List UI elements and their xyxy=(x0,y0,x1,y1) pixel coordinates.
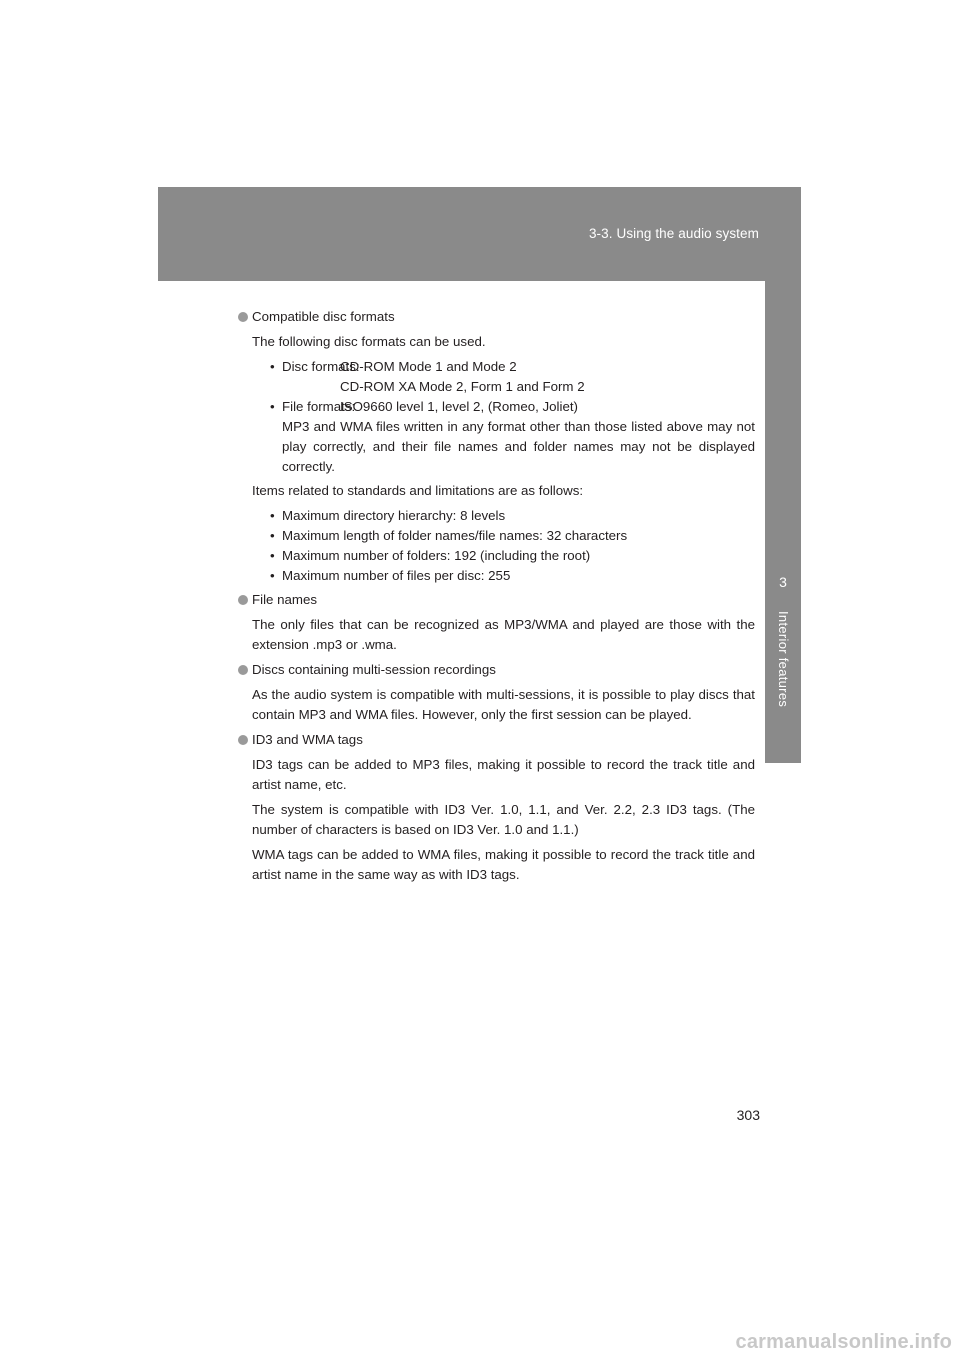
chapter-label: Interior features xyxy=(776,611,791,708)
heading-text: Compatible disc formats xyxy=(252,309,395,324)
list-bullet: • xyxy=(270,399,275,414)
disc-format-line: CD-ROM XA Mode 2, Form 1 and Form 2 xyxy=(340,379,585,394)
list-bullet: • xyxy=(270,508,275,523)
page-content xyxy=(236,307,755,890)
list-item xyxy=(252,526,755,546)
limits-list xyxy=(252,506,755,586)
tags-body-1: ID3 tags can be added to MP3 files, making it possible to record the track title and artist name, etc. xyxy=(252,757,755,792)
watermark: carmanualsonline.info xyxy=(735,1331,952,1353)
section-file-names xyxy=(236,590,755,655)
list-item xyxy=(252,397,755,417)
page-number: 303 xyxy=(736,1107,760,1123)
limit-text: Maximum length of folder names/file names: 32 characters xyxy=(282,528,628,543)
chapter-side-tab xyxy=(765,281,801,763)
section-heading xyxy=(236,590,755,610)
bullet-circle-icon xyxy=(238,665,248,675)
section-tags xyxy=(236,730,755,885)
heading-text: Discs containing multi-session recordings xyxy=(252,662,496,677)
file-names-body: The only files that can be recognized as MP3/WMA and played are those with the extension .mp3 or .wma. xyxy=(252,617,755,652)
section-title: 3-3. Using the audio system xyxy=(588,226,759,241)
limit-text: Maximum directory hierarchy: 8 levels xyxy=(282,508,506,523)
section-heading xyxy=(236,307,755,327)
section-compatible-formats xyxy=(236,307,755,586)
heading-text: File names xyxy=(252,592,318,607)
chapter-number: 3 xyxy=(779,574,787,590)
section-heading xyxy=(236,660,755,680)
file-format-note: MP3 and WMA files written in any format other than those listed above may not play correctly, and their file names and folder names may not be displayed correctly. xyxy=(282,419,755,474)
file-format-value: ISO9660 level 1, level 2, (Romeo, Joliet) xyxy=(340,399,578,414)
limit-text: Maximum number of files per disc: 255 xyxy=(282,568,511,583)
list-item xyxy=(252,357,755,397)
section-heading xyxy=(236,730,755,750)
limit-text: Maximum number of folders: 192 (including the root) xyxy=(282,548,591,563)
section-multisession xyxy=(236,660,755,725)
disc-formats-key: Disc formats: xyxy=(282,359,360,374)
list-item xyxy=(252,506,755,526)
list-bullet: • xyxy=(270,359,275,374)
list-bullet: • xyxy=(270,528,275,543)
tags-body-3: WMA tags can be added to WMA files, making it possible to record the track title and artist name in the same way as with ID3 tags. xyxy=(252,847,755,882)
list-bullet: • xyxy=(270,568,275,583)
disc-formats-values xyxy=(340,357,755,397)
formats-list xyxy=(252,357,755,477)
disc-format-line: CD-ROM Mode 1 and Mode 2 xyxy=(340,359,517,374)
list-item xyxy=(252,566,755,586)
chapter-header-band xyxy=(158,187,801,281)
multisession-body: As the audio system is compatible with multi-sessions, it is possible to play discs that contain MP3 and WMA files. However, only the first session can be played. xyxy=(252,687,755,722)
bullet-circle-icon xyxy=(238,595,248,605)
heading-text: ID3 and WMA tags xyxy=(252,732,363,747)
tags-body-2: The system is compatible with ID3 Ver. 1.0, 1.1, and Ver. 2.2, 2.3 ID3 tags. (The number of characters is based on ID3 Ver. 1.0 and 1.1.) xyxy=(252,802,755,837)
standards-intro: Items related to standards and limitations are as follows: xyxy=(252,483,584,498)
file-formats-key: File formats: xyxy=(282,399,356,414)
list-bullet: • xyxy=(270,548,275,563)
bullet-circle-icon xyxy=(238,312,248,322)
list-item xyxy=(252,546,755,566)
bullet-circle-icon xyxy=(238,735,248,745)
formats-intro: The following disc formats can be used. xyxy=(252,334,486,349)
